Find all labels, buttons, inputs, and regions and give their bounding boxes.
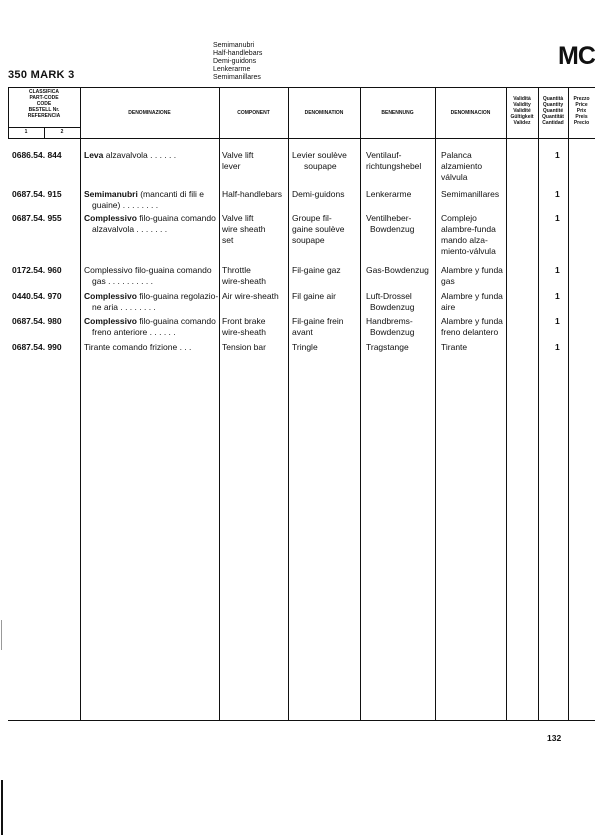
description-en: Front brake wire-sheath [222,316,266,337]
description-de: Ventilauf- richtungshebel [366,150,422,171]
quantity: 1 [555,213,560,223]
header-code: CLASSIFICA PART-CODE CODE BESTELL Nr. REFERENCIA [27,89,61,119]
description-it: Tirante comando frizione . . . [84,342,192,352]
description-en: Half-handlebars [222,189,283,199]
col-border-fr [360,87,361,720]
description-de: Ventilheber- Bowdenzug [366,213,415,234]
quantity: 1 [555,189,560,199]
description-it-lead: Semimanubri [84,189,138,199]
scan-edge-mark [1,620,2,650]
header-validita: Validità Validity Validité Gültigkeit Validez [510,96,534,126]
description-fr: Fil gaine air [292,291,336,301]
description-de: Handbrems- Bowdenzug [366,316,415,337]
description-es: Palanca alzamiento válvula [441,150,483,182]
description-fr: Levier soulève soupape [292,150,347,171]
description-it-lead: Leva [84,150,104,160]
description-it: Complessivo filo-guaina comando gas . . . . . . . . . . [84,265,212,286]
quantity: 1 [555,150,560,160]
section-title-en: Half-handlebars [213,50,263,57]
description-de: Gas-Bowdenzug [366,265,429,275]
part-code: 0687.54. 990 [12,342,62,352]
description-en: Tension bar [222,342,266,352]
section-title-de: Lenkerarme [213,66,251,73]
section-title-es: Semimanillares [213,74,261,81]
header-quantita: Quantità Quantity Quantité Quantität Cantidad [542,96,564,126]
description-it-lead: Complessivo [84,213,137,223]
part-code: 0687.54. 915 [12,189,62,199]
part-code: 0686.54. 844 [12,150,62,160]
header-denomination: DENOMINATION [304,110,344,116]
description-es: Complejo alambre-funda mando alza- miento-válvula [441,213,496,256]
part-code: 0172.54. 960 [12,265,62,275]
description-it: Complessivo filo-guaina comando freno anteriore . . . . . . [84,316,216,337]
header-component: COMPONENT [237,110,270,116]
header-denominacion: DENOMINACION [450,110,491,116]
quantity: 1 [555,316,560,326]
description-fr: Demi-guidons [292,189,345,199]
header-prezzo: Prezzo Price Prix Preis Precio [573,96,590,126]
part-code: 0687.54. 955 [12,213,62,223]
description-en: Air wire-sheath [222,291,279,301]
header-code-sub-2: 2 [60,129,64,135]
description-de: Lenkerarme [366,189,412,199]
description-it: Semimanubri (mancanti di fili e guaine) . . . . . . . . [84,189,204,210]
col-border-code [80,87,81,720]
description-fr: Tringle [292,342,318,352]
col-border-de [435,87,436,720]
quantity: 1 [555,265,560,275]
description-es: Semimanillares [441,189,500,199]
scan-edge-mark [1,780,3,835]
description-en: Valve lift wire sheath set [222,213,266,245]
quantity: 1 [555,291,560,301]
description-fr: Fil-gaine gaz [292,265,341,275]
col-border-es [506,87,507,720]
model-title: 350 MARK 3 [8,69,75,81]
description-de: Tragstange [366,342,409,352]
part-code: 0440.54. 970 [12,291,62,301]
brand-logo-text: MC [558,42,595,70]
col-border-en [288,87,289,720]
description-fr: Fil-gaine frein avant [292,316,344,337]
section-title-it: Semimanubri [213,42,255,49]
quantity: 1 [555,342,560,352]
description-es: Alambre y funda gas [441,265,503,286]
description-it-lead: Complessivo [84,316,137,326]
col-border-validita [538,87,539,720]
description-de: Luft-Drossel Bowdenzug [366,291,415,312]
description-en: Throttle wire-sheath [222,265,266,286]
section-titles [213,42,262,82]
col-border-it [219,87,220,720]
section-title-fr: Demi-guidons [213,58,257,65]
description-it: Complessivo filo-guaina regolazio- ne aria . . . . . . . . [84,291,219,312]
col-border-qty [568,87,569,720]
header-denominazione: DENOMINAZIONE [128,110,171,116]
part-code: 0687.54. 980 [12,316,62,326]
description-es: Alambre y funda aire [441,291,503,312]
header-benennung: BENENNUNG [381,110,414,116]
table-bottom-border [8,720,595,721]
description-fr: Groupe fil- gaine soulève soupape [292,213,345,245]
page-number: 132 [547,733,562,743]
description-en: Valve lift lever [222,150,254,171]
description-it: Complessivo filo-guaina comando alzavalvola . . . . . . . [84,213,216,234]
description-es: Tirante [441,342,468,352]
description-it-lead: Complessivo [84,291,137,301]
description-it: Leva alzavalvola . . . . . . [84,150,177,160]
description-es: Alambre y funda freno delantero [441,316,503,337]
header-code-sub-1: 1 [24,129,28,135]
